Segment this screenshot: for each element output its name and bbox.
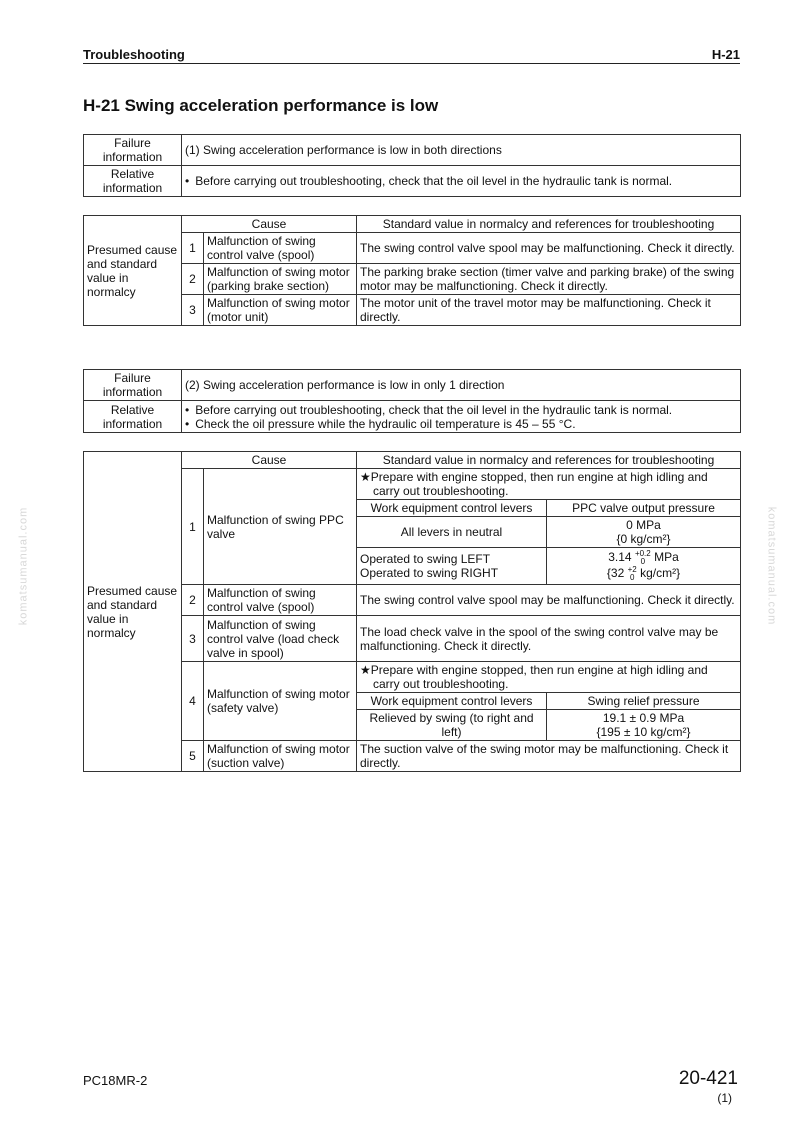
standard-cell: The parking brake section (timer valve and parking brake) of the swing motor may be malfunctioning. Check it directly. — [357, 264, 741, 295]
relative-label: Relative information — [84, 401, 182, 433]
relief-kg: {195 ± 10 kg/cm²} — [596, 725, 691, 739]
cause-cell: Malfunction of swing control valve (spool) — [204, 585, 357, 616]
condition-neutral: All levers in neutral — [357, 517, 547, 548]
standard-cell: The swing control valve spool may be malfunctioning. Check it directly. — [357, 233, 741, 264]
mode1-cause-table — [83, 215, 741, 326]
footer-model: PC18MR-2 — [83, 1073, 148, 1088]
cause-header: Cause — [182, 216, 357, 233]
standard-header: Standard value in normalcy and references for troubleshooting — [357, 452, 741, 469]
tolerance: +2 0 — [627, 565, 637, 582]
standard-cell: The swing control valve spool may be malfunctioning. Check it directly. — [357, 585, 741, 616]
watermark-left: komatsumanual.com — [17, 506, 30, 626]
row-number: 1 — [182, 233, 204, 264]
row-number: 2 — [182, 585, 204, 616]
failure-text: (1) Swing acceleration performance is low in both directions — [182, 135, 741, 166]
section-code: H-21 — [711, 47, 740, 62]
neutral-mpa: 0 MPa — [626, 518, 661, 532]
failure-text: (2) Swing acceleration performance is low in only 1 direction — [182, 370, 741, 401]
standard-cell: The suction valve of the swing motor may be malfunctioning. Check it directly. — [357, 741, 741, 772]
cause-cell: Malfunction of swing control valve (load check valve in spool) — [204, 616, 357, 662]
cause-header: Cause — [182, 452, 357, 469]
page-header — [83, 46, 740, 64]
presumed-label: Presumed cause and standard value in normalcy — [84, 452, 182, 772]
relief-mpa: 19.1 ± 0.9 MPa — [602, 711, 685, 725]
footer-page: 20-421 — [678, 1068, 738, 1089]
prep-note: Prepare with engine stopped, then run engine at high idling and carry out troubleshooting. — [370, 663, 708, 691]
relative-item: • Before carrying out troubleshooting, check that the oil level in the hydraulic tank is normal. — [185, 174, 672, 188]
swing-pressure-kg: {32 +2 0 kg/cm²} — [606, 565, 681, 582]
cause-cell: Malfunction of swing PPC valve — [204, 469, 357, 585]
failure-label: Failure information — [84, 370, 182, 401]
cause-cell: Malfunction of swing motor (suction valve) — [204, 741, 357, 772]
standard-cell: The load check valve in the spool of the swing control valve may be malfunctioning. Check it directly. — [357, 616, 741, 662]
watermark-right: komatsumanual.com — [765, 506, 778, 626]
row-number: 4 — [182, 662, 204, 741]
prep-note: Prepare with engine stopped, then run engine at high idling and carry out troubleshooting. — [370, 470, 708, 498]
cause-cell: Malfunction of swing motor (safety valve) — [204, 662, 357, 741]
row-number: 2 — [182, 264, 204, 295]
presumed-label: Presumed cause and standard value in normalcy — [84, 216, 182, 326]
star-icon — [360, 663, 371, 677]
tolerance: +0.2 0 — [634, 549, 651, 566]
relative-item: • Before carrying out troubleshooting, check that the oil level in the hydraulic tank is normal. — [185, 403, 737, 417]
condition-swing-right: Operated to swing RIGHT — [360, 566, 499, 580]
footer-revision: (1) — [717, 1091, 732, 1105]
cause-cell: Malfunction of swing control valve (spool) — [204, 233, 357, 264]
subheader-levers: Work equipment control levers — [357, 693, 547, 710]
failure-label: Failure information — [84, 135, 182, 166]
standard-header: Standard value in normalcy and references for troubleshooting — [357, 216, 741, 233]
mode1-info-table — [83, 134, 741, 197]
cause-cell: Malfunction of swing motor (parking brake section) — [204, 264, 357, 295]
condition-swing-left: Operated to swing LEFT — [360, 552, 491, 566]
subheader-levers: Work equipment control levers — [357, 500, 547, 517]
mode2-cause-table — [83, 451, 741, 772]
neutral-kg: {0 kg/cm²} — [616, 532, 671, 546]
row-number: 3 — [182, 295, 204, 326]
row-number: 1 — [182, 469, 204, 585]
star-icon — [360, 470, 371, 484]
section-name: Troubleshooting — [83, 47, 185, 62]
swing-pressure-mpa: 3.14 +0.2 0 MPa — [608, 549, 679, 566]
cause-cell: Malfunction of swing motor (motor unit) — [204, 295, 357, 326]
mode2-info-table — [83, 369, 741, 433]
subheader-pressure: PPC valve output pressure — [547, 500, 741, 517]
subheader-relief: Swing relief pressure — [547, 693, 741, 710]
row-number: 5 — [182, 741, 204, 772]
page-title: H-21 Swing acceleration performance is low — [83, 96, 439, 115]
relative-item: • Check the oil pressure while the hydraulic oil temperature is 45 – 55 °C. — [185, 417, 737, 431]
relative-label: Relative information — [84, 166, 182, 197]
row-number: 3 — [182, 616, 204, 662]
standard-cell: The motor unit of the travel motor may be malfunctioning. Check it directly. — [357, 295, 741, 326]
condition-relieved: Relieved by swing (to right and left) — [357, 710, 547, 741]
